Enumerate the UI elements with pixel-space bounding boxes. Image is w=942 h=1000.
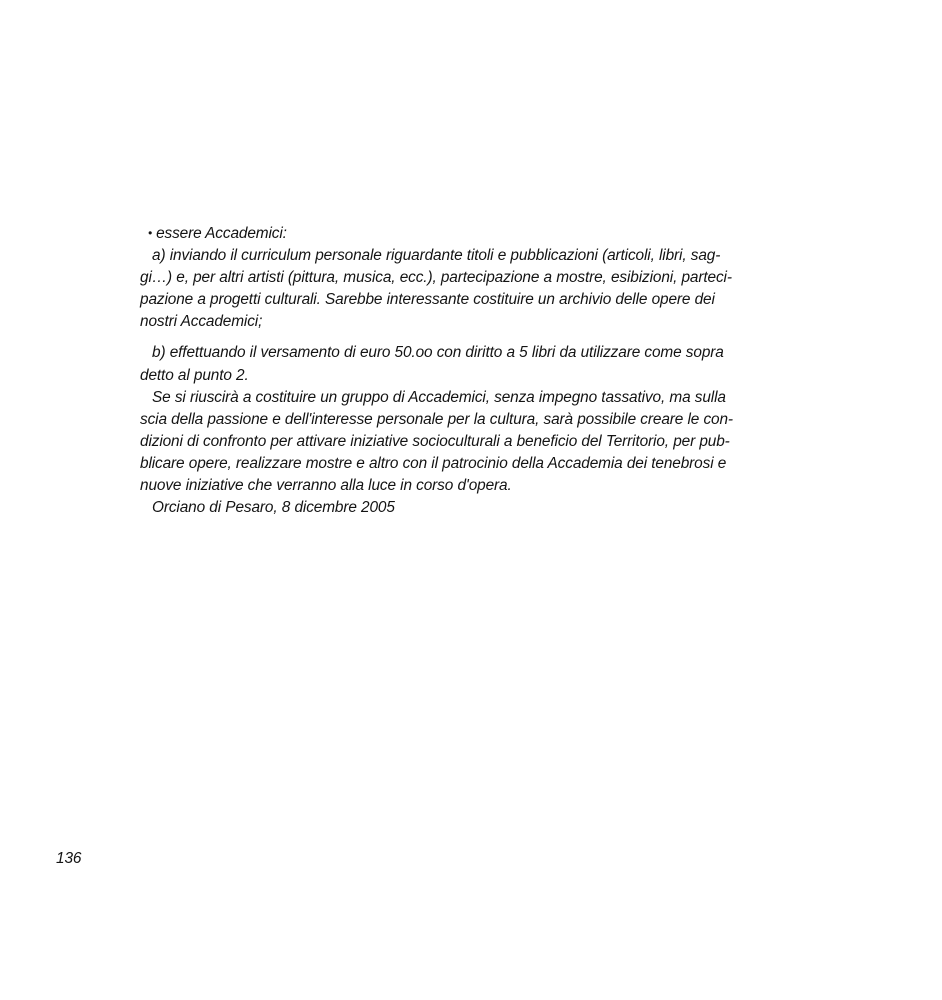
paragraph-item-b-line-1: b) effettuando il versamento di euro 50.oo con diritto a 5 libri da utilizzare come sopra [152,344,724,362]
paragraph-closing-line-3: dizioni di confronto per attivare iniziative socioculturali a beneficio del Territorio, per pub- [140,432,730,450]
bullet-point-icon: • [148,226,153,240]
page-number: 136 [56,850,82,867]
paragraph-item-a-line-3: pazione a progetti culturali. Sarebbe interessante costituire un archivio delle opere dei [140,291,715,309]
paragraph-item-a-line-1: a) inviando il curriculum personale riguardante titoli e pubblicazioni (articoli, libri, sag- [152,247,721,265]
bullet-list-item [140,222,846,245]
paragraph-item-a-line-2: gi…) e, per altri artisti (pittura, musica, ecc.), partecipazione a mostre, esibizioni, parteci- [140,269,732,287]
paragraph-closing-line-5: nuove iniziative che verranno alla luce in corso d'opera. [140,477,512,495]
paragraph-item-b-line-2: detto al punto 2. [140,366,249,384]
dateline: Orciano di Pesaro, 8 dicembre 2005 [152,499,395,517]
bullet-list-item-label: essere Accademici: [156,225,287,242]
paragraph-closing-line-2: scia della passione e dell'interesse personale per la cultura, sarà possibile creare le con- [140,410,733,428]
paragraph-closing-line-1: Se si riuscirà a costituire un gruppo di Accademici, senza impegno tassativo, ma sulla [152,388,726,406]
body-text-column [140,222,846,519]
paragraph-closing-line-4: blicare opere, realizzare mostre e altro con il patrocinio della Accademia dei tenebrosi e [140,454,727,472]
paragraph-item-a-line-4: nostri Accademici; [140,313,263,331]
